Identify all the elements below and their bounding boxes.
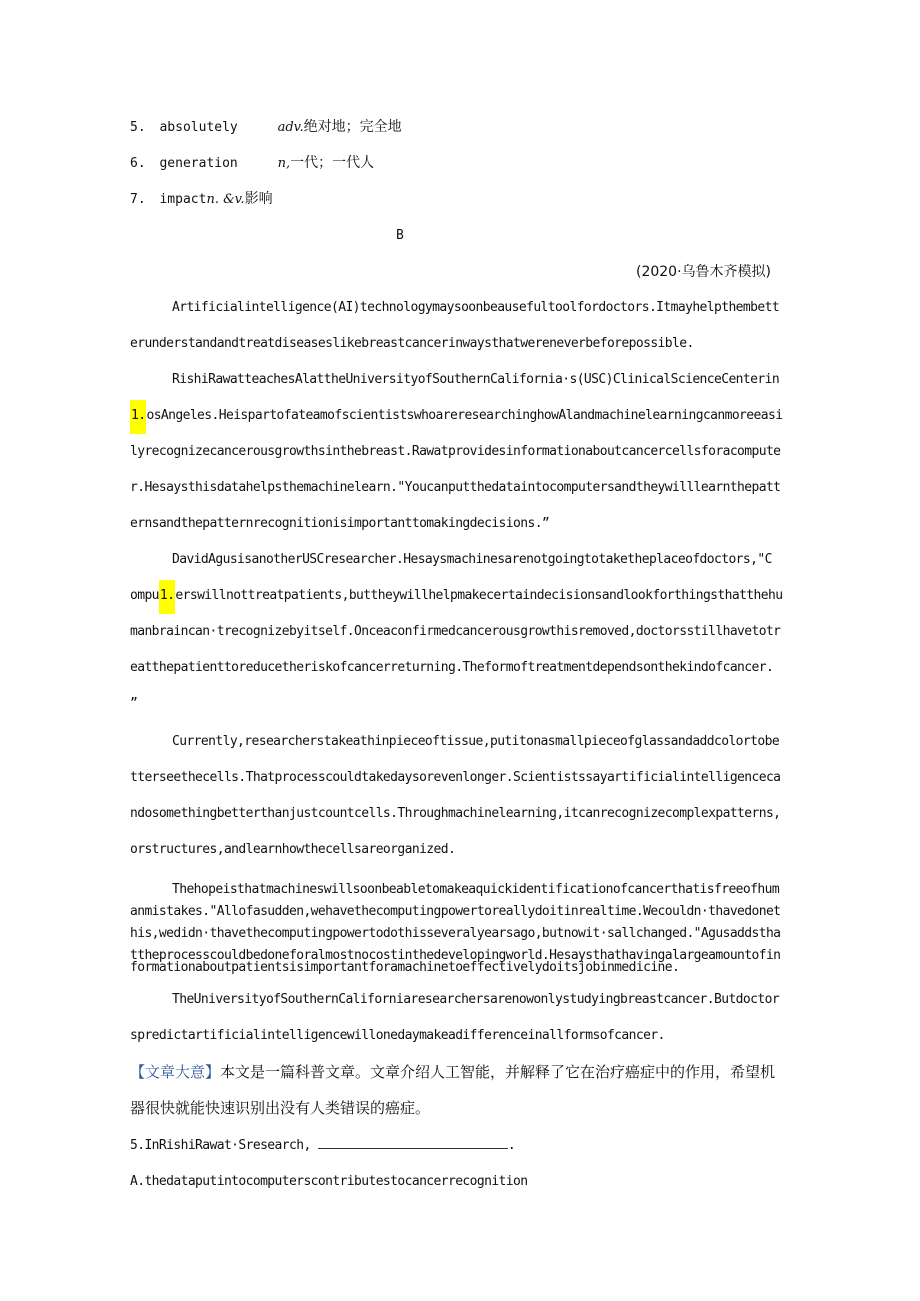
- vocab-pos: n,: [277, 156, 291, 171]
- vocab-meaning: 一代；一代人: [290, 155, 375, 171]
- highlight-mark: 1.: [130, 400, 146, 434]
- passage-line: Artificialintelligence(AI)technologymaysoonbeausefultoolfordoctors.Itmayhelpthembett: [172, 300, 780, 315]
- passage-line: ompu1.erswillnottreatpatients,buttheywillhelpmakecertaindecisionsandlookforthingsthatthehu: [130, 586, 782, 614]
- source-note: (2020·乌鲁木齐模拟): [636, 264, 772, 280]
- passage-line: spredictartificialintelligencewillonedaymakeadifferenceinallformsofcancer.: [130, 1028, 665, 1043]
- vocab-meaning: 绝对地；完全地: [303, 119, 402, 135]
- vocab-pos: adv.: [277, 120, 304, 135]
- option-a[interactable]: A.thedataputintocomputerscontributestocancerrecognition: [130, 1174, 528, 1189]
- passage-line: ttheprocesscouldbedoneforalmostnocostinthedevelopingworld.Hesaysthathavingalargeamountofin: [130, 948, 781, 963]
- vocab-meaning: 影响: [244, 191, 273, 207]
- passage-line: tterseethecells.Thatprocesscouldtakedaysorevenlonger.Scientistssayartificialintelligenceca: [130, 770, 781, 785]
- passage-line: eatthepatienttoreducetheriskofcancerreturning.Theformoftreatmentdependsonthekindofcancer.: [130, 660, 774, 675]
- article-summary-cont: 器很快就能快速识别出没有人类错误的癌症。: [130, 1099, 431, 1117]
- vocab-item: 7. impactn. &v.影响: [130, 191, 273, 207]
- answer-blank[interactable]: [318, 1136, 508, 1149]
- passage-line: 1.osAngeles.HeispartofateamofscientistswhoareresearchinghowAlandmachinelearningcanmoreeasi: [130, 406, 782, 434]
- passage-line: RishiRawatteachesAlattheUniversityofSouthernCalifornia·s(USC)ClinicalScienceCenterin: [172, 372, 780, 387]
- passage-line: formationaboutpatientsisimportantforamachinetoeffectivelydoitsjobinmedicine.: [130, 960, 680, 975]
- vocab-pos: n. &v.: [206, 192, 245, 207]
- vocab-word: impact: [159, 192, 207, 207]
- passage-line: orstructures,andlearnhowthecellsareorganized.: [130, 842, 456, 857]
- summary-tag: 【文章大意】: [130, 1063, 221, 1081]
- highlight-mark: 1.: [159, 580, 175, 614]
- passage-line: ernsandthepatternrecognitionisimportanttomakingdecisions.”: [130, 516, 550, 531]
- passage-line: erunderstandandtreatdiseaseslikebreastcancerinwaysthatwereneverbeforepossible.: [130, 336, 694, 351]
- passage-line: TheUniversityofSouthernCaliforniaresearchersarenowonlystudyingbreastcancer.Butdoctor: [172, 992, 780, 1007]
- article-summary: 【文章大意】本文是一篇科普文章。文章介绍人工智能，并解释了它在治疗癌症中的作用，希望机: [130, 1063, 776, 1081]
- passage-line: anmistakes."Allofasudden,wehavethecomputingpowertoreallydoitinrealtime.Wecouldn·thavedonet: [130, 904, 781, 919]
- section-label: B: [396, 228, 404, 243]
- question-stem: 5.InRishiRawat·Sresearch, .: [130, 1138, 516, 1153]
- passage-line: manbraincan·trecognizebyitself.Onceaconfirmedcancerousgrowthisremoved,doctorsstillhavetotr: [130, 624, 781, 639]
- passage-line: lyrecognizecancerousgrowthsinthebreast.Rawatprovidesinformationaboutcancercellsforacompute: [130, 444, 781, 459]
- passage-line: DavidAgusisanotherUSCresearcher.Hesaysmachinesarenotgoingtotaketheplaceofdoctors,"C: [172, 552, 772, 567]
- vocab-item: 6. generation n,一代；一代人: [130, 155, 375, 171]
- passage-line: his,wedidn·thavethecomputingpowertodothisseveralyearsago,butnowit·sallchanged."Agusaddstha: [130, 926, 781, 941]
- passage-line: r.Hesaysthisdatahelpsthemachinelearn."Youcanputthedataintocomputersandtheywilllearnthepatt: [130, 480, 781, 495]
- vocab-item: 5. absolutely adv.绝对地；完全地: [130, 119, 402, 135]
- passage-line: Currently,researcherstakeathinpieceoftissue,putitonasmallpieceofglassandaddcolortobe: [172, 734, 780, 749]
- vocab-word: absolutely: [159, 120, 238, 135]
- passage-line: Thehopeisthatmachineswillsoonbeabletomakeaquickidentificationofcancerthatisfreeofhum: [172, 882, 780, 897]
- passage-line: ”: [130, 696, 138, 711]
- vocab-word: generation: [159, 156, 238, 171]
- passage-line: ndosomethingbetterthanjustcountcells.Throughmachinelearning,itcanrecognizecomplexpatterns,: [130, 806, 781, 821]
